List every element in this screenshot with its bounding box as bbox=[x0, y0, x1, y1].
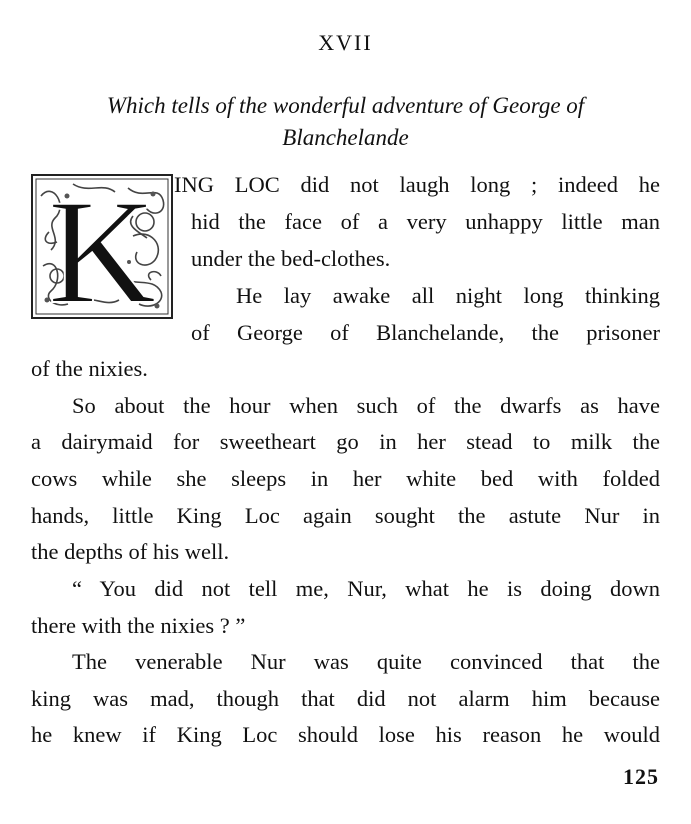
chapter-title-line-1: Which tells of the wonderful adventure of George of bbox=[106, 93, 585, 118]
text-line-14: The venerable Nur was quite convinced that the bbox=[72, 649, 660, 674]
text-line-5: of George of Blanchelande, the prisoner bbox=[191, 320, 660, 345]
text-line-12: “ You did not tell me, Nur, what he is doing down bbox=[72, 576, 660, 601]
text-line-7: So about the hour when such of the dwarfs as have bbox=[72, 393, 660, 418]
chapter-title-line-2: Blanchelande bbox=[282, 125, 409, 150]
text-line-15: king was mad, though that did not alarm him because bbox=[31, 686, 660, 711]
ornamental-initial-k-icon bbox=[31, 174, 173, 319]
text-line-1: ING LOC did not laugh long ; indeed he bbox=[174, 172, 660, 197]
page-number: 125 bbox=[623, 764, 659, 789]
text-line-8: a dairymaid for sweetheart go in her stead to milk the bbox=[31, 429, 660, 454]
text-line-4: He lay awake all night long thinking bbox=[236, 283, 660, 308]
chapter-number: XVII bbox=[318, 30, 373, 55]
text-line-10: hands, little King Loc again sought the astute Nur in bbox=[31, 503, 660, 528]
text-line-13: there with the nixies ? ” bbox=[31, 613, 246, 638]
text-line-9: cows while she sleeps in her white bed with folded bbox=[31, 466, 660, 491]
text-line-11: the depths of his well. bbox=[31, 539, 230, 564]
text-line-2: hid the face of a very unhappy little man bbox=[191, 209, 660, 234]
text-line-3: under the bed-clothes. bbox=[191, 246, 391, 271]
chapter-title bbox=[40, 90, 651, 154]
text-line-6: of the nixies. bbox=[31, 356, 148, 381]
text-line-16: he knew if King Loc should lose his reason he would bbox=[31, 722, 660, 747]
dropcap-letter: K bbox=[47, 176, 157, 317]
dropcap-ornament-svg bbox=[33, 176, 171, 317]
